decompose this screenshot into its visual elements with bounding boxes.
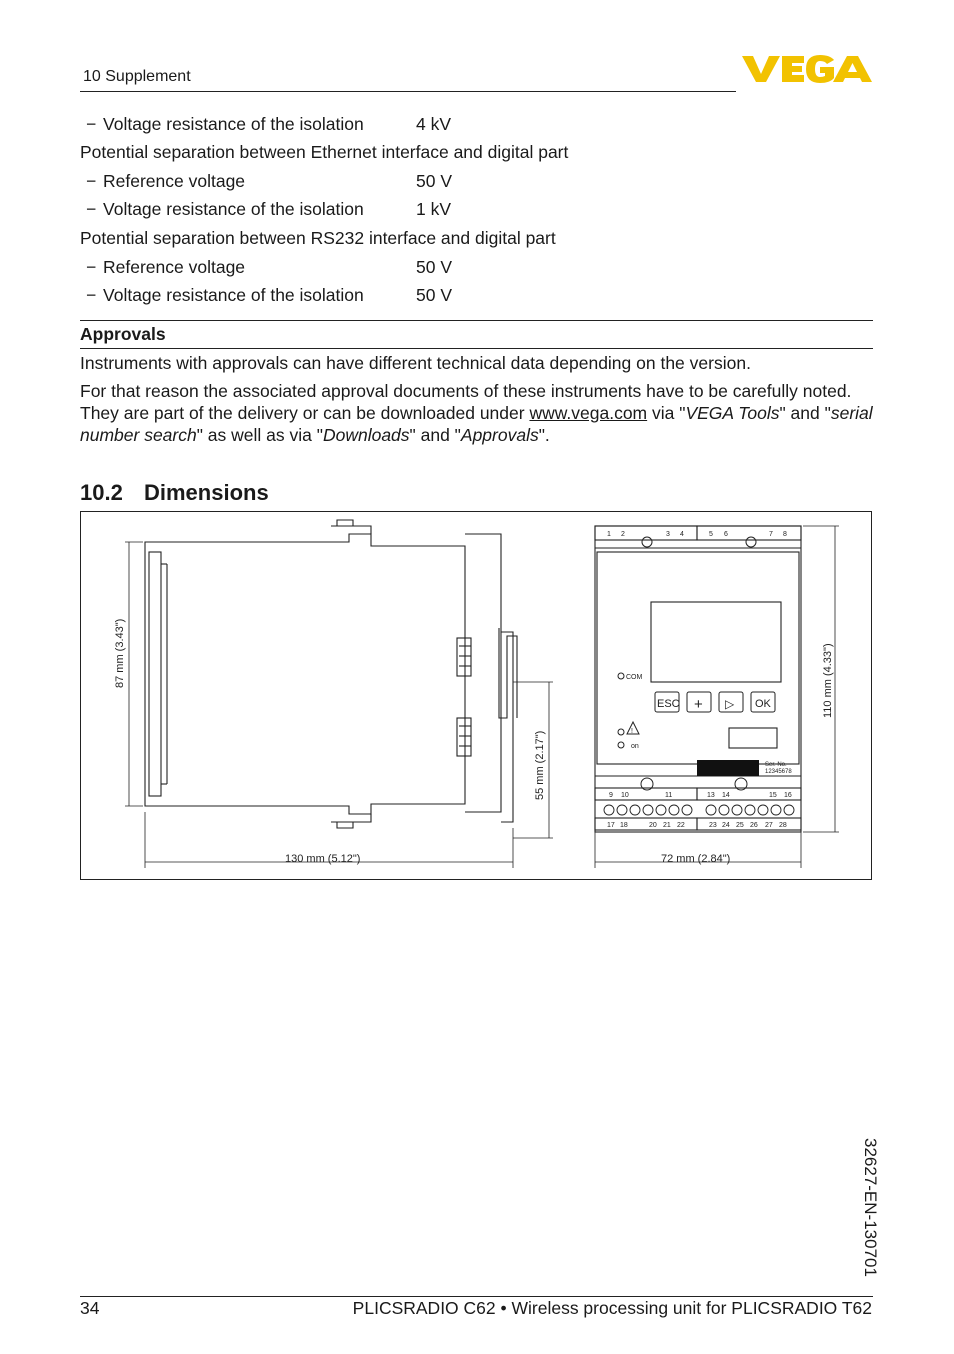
spec-value: 4 kV	[416, 114, 452, 134]
terminal-label: 18	[620, 822, 628, 829]
warn-label: !	[631, 728, 633, 735]
dimensions-drawing	[81, 512, 871, 879]
section-number: 10.2	[80, 480, 123, 505]
spec-row	[86, 199, 452, 220]
terminal-label: 27	[765, 822, 773, 829]
dim-depth-label: 130 mm (5.12")	[285, 853, 361, 865]
footer-rule	[80, 1296, 873, 1297]
serial-value: 12345678	[765, 769, 792, 775]
text-run: via "	[647, 403, 686, 423]
screw-row-right	[706, 805, 794, 815]
side-terminal-bottom	[331, 814, 371, 828]
terminal-label: 5	[709, 531, 713, 538]
approvals-title: Approvals	[80, 324, 166, 344]
on-led	[618, 742, 624, 748]
text-run: For that reason the associated approval documents of these instruments have to be carefully noted. They are part of the delivery or can be downloaded under	[80, 381, 852, 423]
terminal-label: 17	[607, 822, 615, 829]
side-front-panel	[149, 552, 161, 796]
terminal-label: 11	[665, 792, 673, 799]
terminal-label: 15	[769, 792, 777, 799]
terminal-label: 23	[709, 822, 717, 829]
dim-height-label: 87 mm (3.43")	[114, 618, 126, 688]
vega-link[interactable]: www.vega.com	[529, 403, 648, 423]
serial-label: Ser. No.	[765, 762, 787, 768]
terminal-label: 20	[649, 822, 657, 829]
approvals-paragraph-2	[80, 380, 880, 446]
warning-icon	[627, 722, 639, 734]
plus-button: +	[694, 696, 703, 713]
dim-front-height-label: 110 mm (4.33")	[822, 643, 834, 718]
din-rail	[499, 628, 517, 718]
approvals-bottom-rule	[80, 348, 873, 349]
esc-button: ESC	[657, 698, 680, 710]
text-run: " and "	[779, 403, 831, 423]
ok-button: OK	[755, 698, 771, 710]
terminal-label: 3	[666, 531, 670, 538]
text-run: " as well as via "	[196, 425, 323, 445]
side-housing	[145, 534, 465, 814]
com-led	[618, 673, 624, 679]
text-run-italic: Approvals	[460, 425, 539, 445]
spec-row	[86, 114, 452, 135]
lcd-display	[651, 602, 781, 682]
footer-title: PLICSRADIO C62 • Wireless processing unit for PLICSRADIO T62	[352, 1298, 872, 1318]
spec-value: 1 kV	[416, 199, 452, 219]
screw-terminals-top	[641, 537, 756, 790]
dash: −	[86, 199, 97, 219]
page-number: 34	[80, 1298, 100, 1318]
dash: −	[86, 114, 97, 134]
terminal-label: 9	[609, 792, 613, 799]
terminal-label: 25	[736, 822, 744, 829]
text-run-italic: Downloads	[322, 425, 410, 445]
spec-value: 50 V	[416, 285, 452, 305]
text-run-italic: serial number search	[80, 403, 873, 445]
serial-plate-dark	[697, 760, 759, 776]
terminal-label: 16	[784, 792, 792, 799]
dim-rail-label: 55 mm (2.17")	[534, 730, 546, 800]
spec-label: Voltage resistance of the isolation	[103, 285, 364, 305]
approvals-paragraph-1: Instruments with approvals can have different technical data depending on the version.	[80, 353, 751, 373]
dash: −	[86, 171, 97, 191]
terminal-label: 7	[769, 531, 773, 538]
terminal-label: 8	[783, 531, 787, 538]
header-rule	[80, 91, 736, 92]
dash: −	[86, 285, 97, 305]
section-name: Dimensions	[144, 480, 269, 505]
on-label: on	[631, 743, 639, 750]
dim-width-label: 72 mm (2.84")	[661, 853, 731, 865]
terminal-label: 2	[621, 531, 625, 538]
warn-led	[618, 729, 624, 735]
terminal-label: 24	[722, 822, 730, 829]
terminal-label: 4	[680, 531, 684, 538]
terminal-label: 21	[663, 822, 671, 829]
terminal-label: 26	[750, 822, 758, 829]
terminal-label: 13	[707, 792, 715, 799]
terminal-label: 1	[607, 531, 611, 538]
section-title	[80, 480, 269, 506]
spec-label: Reference voltage	[103, 171, 246, 191]
spec-value: 50 V	[416, 171, 452, 191]
label-field	[729, 728, 777, 748]
document-code: 32627-EN-130701	[861, 1138, 880, 1277]
spec-label: Voltage resistance of the isolation	[103, 199, 364, 219]
terminal-label: 10	[621, 792, 629, 799]
vega-logo	[742, 52, 872, 84]
spec-value: 50 V	[416, 257, 452, 277]
spec-label: Voltage resistance of the isolation	[103, 114, 364, 134]
terminal-label: 6	[724, 531, 728, 538]
text-run-italic: VEGA Tools	[685, 403, 780, 423]
spec-row	[86, 171, 452, 192]
front-panel	[597, 552, 799, 764]
dimensions-figure	[80, 511, 872, 880]
screw-row-left	[604, 805, 692, 815]
text-run: " and "	[409, 425, 461, 445]
ethernet-heading: Potential separation between Ethernet interface and digital part	[80, 142, 569, 162]
side-terminal-top	[331, 520, 371, 534]
text-run: ".	[538, 425, 550, 445]
terminal-label: 28	[779, 822, 787, 829]
spec-row	[86, 257, 452, 278]
approvals-top-rule	[80, 320, 873, 321]
dash: −	[86, 257, 97, 277]
spec-label: Reference voltage	[103, 257, 246, 277]
com-label: COM	[626, 674, 643, 681]
header-section: 10 Supplement	[83, 68, 191, 85]
spec-row	[86, 285, 452, 306]
next-button: ▷	[725, 697, 735, 711]
rs232-heading: Potential separation between RS232 interface and digital part	[80, 228, 556, 248]
terminal-label: 14	[722, 792, 730, 799]
terminal-label: 22	[677, 822, 685, 829]
